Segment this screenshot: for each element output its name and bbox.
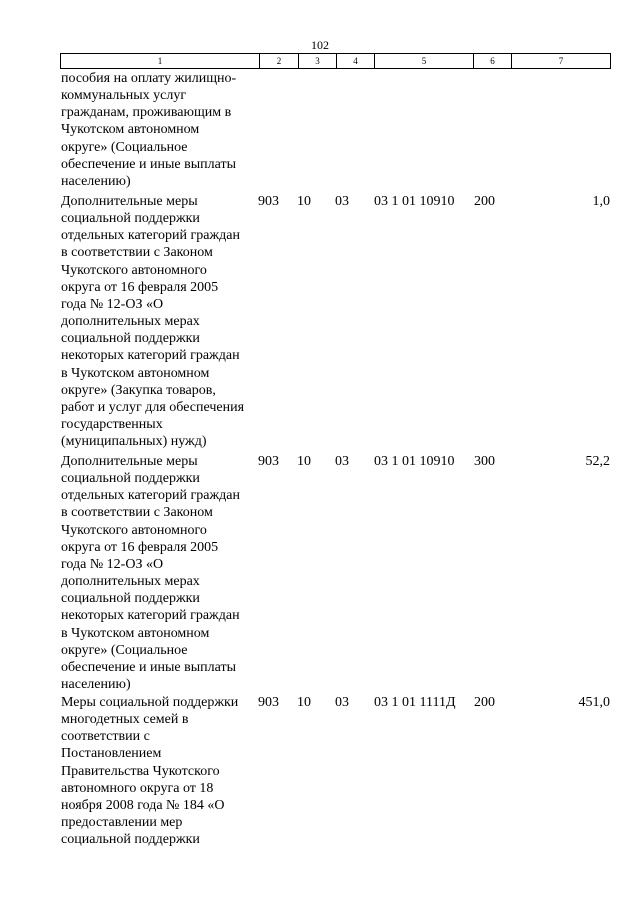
description-line: работ и услуг для обеспечения (61, 399, 245, 415)
description-line: округе» (Закупка товаров, (61, 382, 216, 398)
description-line: ноября 2008 года № 184 «О (61, 797, 225, 813)
description-line: отдельных категорий граждан (61, 228, 240, 244)
row-description (61, 694, 261, 848)
description-line: Дополнительные меры (61, 194, 198, 209)
expense-type-code: 200 (474, 695, 495, 710)
column-header-7: 7 (512, 54, 611, 69)
description-line: в соответствии с Законом (61, 505, 213, 521)
ministry-code: 903 (258, 194, 279, 209)
row-description (61, 70, 261, 190)
description-line: отдельных категорий граждан (61, 488, 240, 504)
description-line: округе» (Социальное (61, 139, 188, 155)
description-line: Правительства Чукотского (61, 763, 220, 779)
description-line: некоторых категорий граждан (61, 608, 240, 624)
description-line: Дополнительные меры (61, 454, 198, 469)
description-line: Чукотского автономного (61, 522, 207, 538)
description-line: коммунальных услуг (61, 88, 187, 104)
description-line: населению) (61, 173, 131, 189)
page-number: 102 (311, 38, 329, 52)
description-line: социальной поддержки (61, 832, 200, 848)
description-line: социальной поддержки (61, 591, 200, 607)
description-line: пособия на оплату жилищно- (61, 71, 237, 86)
row-description (61, 193, 261, 450)
subsection-code: 03 (335, 695, 349, 710)
column-header-row (61, 54, 611, 69)
description-line: обеспечение и иные выплаты (61, 156, 236, 172)
row-description (61, 453, 261, 693)
expense-type-code: 200 (474, 194, 495, 209)
column-header-1: 1 (61, 54, 260, 69)
section-code: 10 (297, 194, 311, 209)
description-line: (муниципальных) нужд) (61, 434, 207, 450)
description-line: Постановлением (61, 746, 162, 762)
description-line: дополнительных мерах (61, 574, 200, 590)
section-code: 10 (297, 695, 311, 710)
description-line: в Чукотском автономном (61, 365, 210, 381)
description-line: округа от 16 февраля 2005 (61, 539, 219, 555)
column-header-5: 5 (375, 54, 474, 69)
description-line: социальной поддержки (61, 331, 200, 347)
column-header-4: 4 (337, 54, 375, 69)
target-article-code: 03 1 01 1111Д (374, 695, 456, 710)
ministry-code: 903 (258, 695, 279, 710)
subsection-code: 03 (335, 454, 349, 469)
description-line: в соответствии с Законом (61, 245, 213, 261)
description-line: Чукотском автономном (61, 122, 200, 138)
description-line: округа от 16 февраля 2005 (61, 279, 219, 295)
description-line: социальной поддержки (61, 471, 200, 487)
description-line: автономного округа от 18 (61, 780, 214, 796)
amount: 1,0 (592, 194, 610, 209)
description-line: года № 12-ОЗ «О (61, 296, 164, 312)
description-line: государственных (61, 417, 163, 433)
target-article-code: 03 1 01 10910 (374, 454, 455, 469)
ministry-code: 903 (258, 454, 279, 469)
expense-type-code: 300 (474, 454, 495, 469)
column-header-table (60, 53, 611, 69)
target-article-code: 03 1 01 10910 (374, 194, 455, 209)
description-line: года № 12-ОЗ «О (61, 556, 164, 572)
column-header-6: 6 (474, 54, 512, 69)
subsection-code: 03 (335, 194, 349, 209)
amount: 52,2 (585, 454, 610, 469)
description-line: предоставлении мер (61, 815, 183, 831)
description-line: обеспечение и иные выплаты (61, 659, 236, 675)
description-line: многодетных семей в (61, 712, 189, 728)
description-line: в Чукотском автономном (61, 625, 210, 641)
description-line: социальной поддержки (61, 211, 200, 227)
description-line: некоторых категорий граждан (61, 348, 240, 364)
description-line: Меры социальной поддержки (61, 695, 239, 710)
description-line: дополнительных мерах (61, 314, 200, 330)
amount: 451,0 (578, 695, 610, 710)
column-header-3: 3 (299, 54, 337, 69)
description-line: гражданам, проживающим в (61, 105, 232, 121)
column-header-2: 2 (260, 54, 299, 69)
description-line: округе» (Социальное (61, 642, 188, 658)
description-line: соответствии с (61, 729, 150, 745)
description-line: Чукотского автономного (61, 262, 207, 278)
description-line: населению) (61, 677, 131, 693)
section-code: 10 (297, 454, 311, 469)
